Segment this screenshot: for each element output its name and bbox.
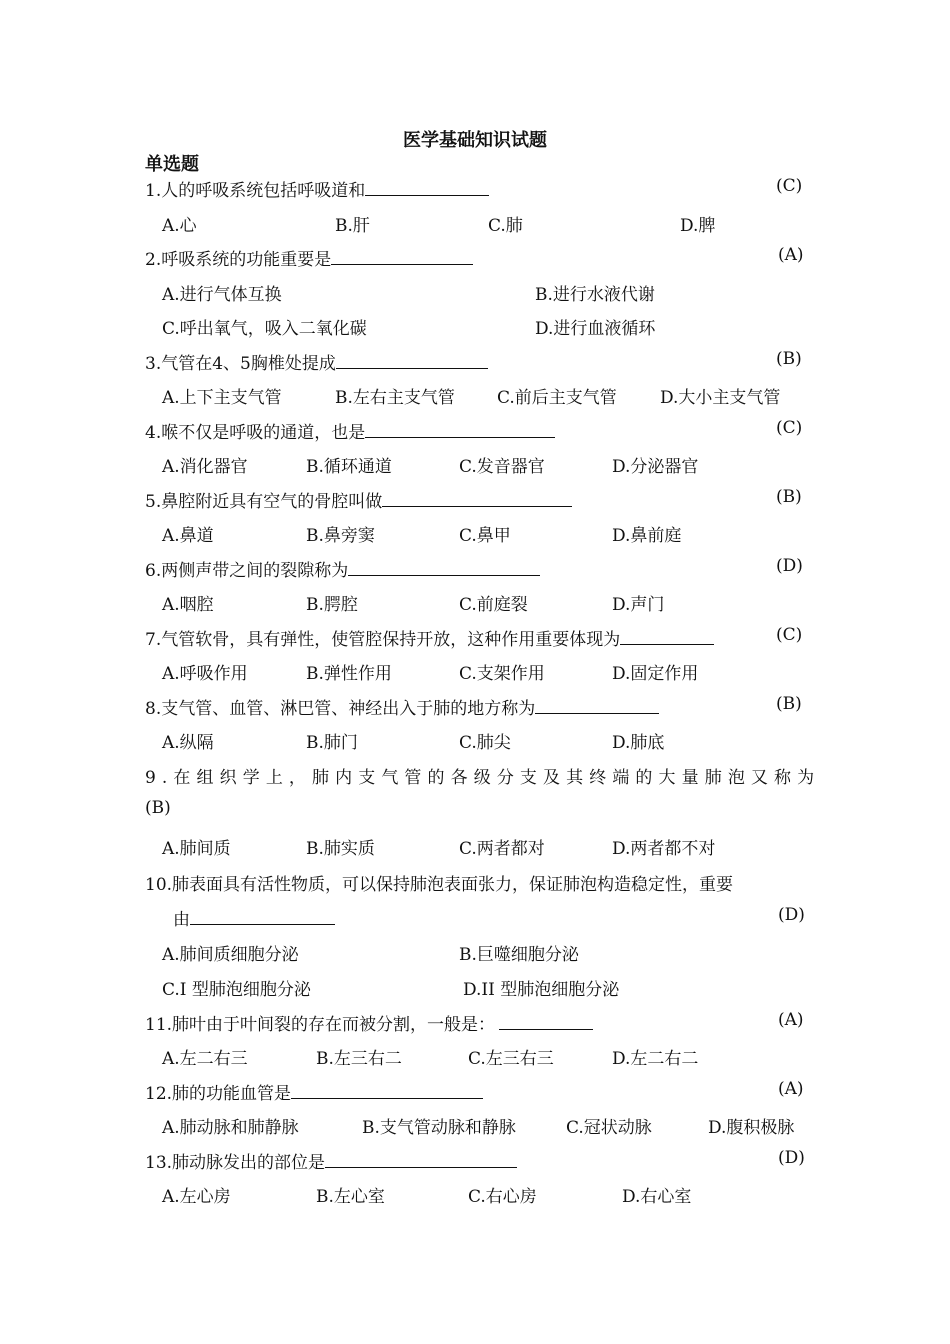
question-2 — [145, 245, 473, 270]
question-3 — [145, 349, 488, 374]
answer-key: (D) — [778, 1148, 805, 1168]
answer-key: (C) — [776, 176, 803, 196]
question-text: 4.喉不仅是呼吸的通道，也是 — [145, 423, 366, 443]
option-c: C.冠状动脉 — [566, 1118, 652, 1138]
option-b: B.腭腔 — [306, 595, 358, 615]
answer-key: (A) — [778, 1010, 804, 1030]
answer-key: (B) — [776, 694, 802, 714]
option-d: D.声门 — [612, 595, 665, 615]
question-text: 2.呼吸系统的功能重要是 — [145, 250, 332, 270]
option-d: D.固定作用 — [612, 664, 699, 684]
answer-blank — [499, 1012, 593, 1030]
option-c: C.支架作用 — [459, 664, 545, 684]
option-c: C.前庭裂 — [459, 595, 528, 615]
question-9: 9.在组织学上，肺内支气管的各级分支及其终端的大量肺泡又称为 — [145, 768, 821, 788]
option-d: D.脾 — [680, 216, 716, 236]
question-text: 8.支气管、血管、淋巴管、神经出入于肺的地方称为 — [145, 699, 536, 719]
option-d: D.分泌器官 — [612, 457, 699, 477]
option-a: A.肺动脉和肺静脉 — [162, 1118, 299, 1138]
option-b: B.肺实质 — [306, 839, 375, 859]
question-text: 5.鼻腔附近具有空气的骨腔叫做 — [145, 492, 383, 512]
answer-key: (B) — [145, 798, 171, 818]
question-10-continued — [173, 905, 335, 930]
option-a: A.左心房 — [162, 1187, 231, 1207]
answer-blank — [291, 1081, 483, 1099]
option-c: C.Ⅰ 型肺泡细胞分泌 — [162, 980, 311, 1000]
question-text: 3.气管在4、5胸椎处提成 — [145, 354, 336, 374]
option-d: D.腹积极脉 — [708, 1118, 795, 1138]
answer-blank — [365, 178, 489, 196]
option-b: B.进行水液代谢 — [535, 285, 655, 305]
option-b: B.支气管动脉和静脉 — [362, 1118, 516, 1138]
option-c: C.肺尖 — [459, 733, 511, 753]
question-1 — [145, 176, 489, 201]
answer-key: (B) — [776, 487, 802, 507]
answer-key: (A) — [778, 1079, 804, 1099]
answer-blank — [325, 1150, 517, 1168]
question-13 — [145, 1148, 517, 1173]
option-a: A.鼻道 — [162, 526, 214, 546]
option-c: C.鼻甲 — [459, 526, 511, 546]
option-d: D.大小主支气管 — [660, 388, 781, 408]
option-a: A.呼吸作用 — [162, 664, 248, 684]
option-b: B.左三右二 — [316, 1049, 402, 1069]
option-b: B.肝 — [335, 216, 370, 236]
question-text: 12.肺的功能血管是 — [145, 1084, 292, 1104]
option-a: A.上下主支气管 — [162, 388, 282, 408]
answer-blank — [331, 247, 473, 265]
question-text: 11.肺叶由于叶间裂的存在而被分割，一般是： — [145, 1015, 496, 1035]
option-a: A.消化器官 — [162, 457, 248, 477]
question-6 — [145, 556, 540, 581]
option-c: C.呼出氧气，吸入二氧化碳 — [162, 319, 367, 339]
answer-blank — [336, 351, 488, 369]
option-d: D.两者都不对 — [612, 839, 716, 859]
question-8 — [145, 694, 659, 719]
answer-blank — [348, 558, 540, 576]
option-d: D.鼻前庭 — [612, 526, 682, 546]
answer-blank — [620, 627, 714, 645]
option-a: A.左二右三 — [162, 1049, 248, 1069]
option-a: A.进行气体互换 — [162, 285, 282, 305]
answer-blank — [190, 907, 335, 925]
option-a: A.肺间质 — [162, 839, 231, 859]
answer-key: (C) — [776, 625, 803, 645]
page-title: 医学基础知识试题 — [403, 130, 547, 151]
option-b: B.循环通道 — [306, 457, 392, 477]
section-heading: 单选题 — [145, 154, 199, 175]
option-c: C.两者都对 — [459, 839, 545, 859]
answer-key: (A) — [778, 245, 804, 265]
answer-key: (B) — [776, 349, 802, 369]
question-text: 13.肺动脉发出的部位是 — [145, 1153, 326, 1173]
option-a: A.纵隔 — [162, 733, 214, 753]
option-b: B.巨噬细胞分泌 — [459, 945, 579, 965]
option-b: B.鼻旁窦 — [306, 526, 375, 546]
question-5 — [145, 487, 572, 512]
option-a: A.咽腔 — [162, 595, 214, 615]
option-b: B.弹性作用 — [306, 664, 392, 684]
question-text: 7.气管软骨，具有弹性，使管腔保持开放，这种作用重要体现为 — [145, 630, 621, 650]
option-c: C.右心房 — [468, 1187, 537, 1207]
option-c: C.肺 — [488, 216, 523, 236]
option-b: B.肺门 — [306, 733, 358, 753]
option-d: D.肺底 — [612, 733, 665, 753]
answer-blank — [535, 696, 659, 714]
option-c: C.左三右三 — [468, 1049, 554, 1069]
question-10: 10.肺表面具有活性物质，可以保持肺泡表面张力，保证肺泡构造稳定性，重要 — [145, 875, 734, 895]
option-b: B.左右主支气管 — [335, 388, 455, 408]
question-text: 1.人的呼吸系统包括呼吸道和 — [145, 181, 366, 201]
option-c: C.前后主支气管 — [497, 388, 617, 408]
question-4 — [145, 418, 555, 443]
question-11 — [145, 1010, 593, 1035]
question-12 — [145, 1079, 483, 1104]
answer-key: (D) — [778, 905, 805, 925]
answer-blank — [365, 420, 555, 438]
option-b: B.左心室 — [316, 1187, 385, 1207]
question-text: 由 — [173, 910, 190, 930]
answer-blank — [382, 489, 572, 507]
option-c: C.发音器官 — [459, 457, 545, 477]
option-d: D.左二右二 — [612, 1049, 699, 1069]
option-a: A.肺间质细胞分泌 — [162, 945, 299, 965]
question-7 — [145, 625, 714, 650]
option-a: A.心 — [162, 216, 197, 236]
option-d: D.II 型肺泡细胞分泌 — [463, 980, 620, 1000]
answer-key: (C) — [776, 418, 803, 438]
answer-key: (D) — [776, 556, 803, 576]
question-text: 6.两侧声带之间的裂隙称为 — [145, 561, 349, 581]
option-d: D.右心室 — [622, 1187, 692, 1207]
option-d: D.进行血液循环 — [535, 319, 656, 339]
